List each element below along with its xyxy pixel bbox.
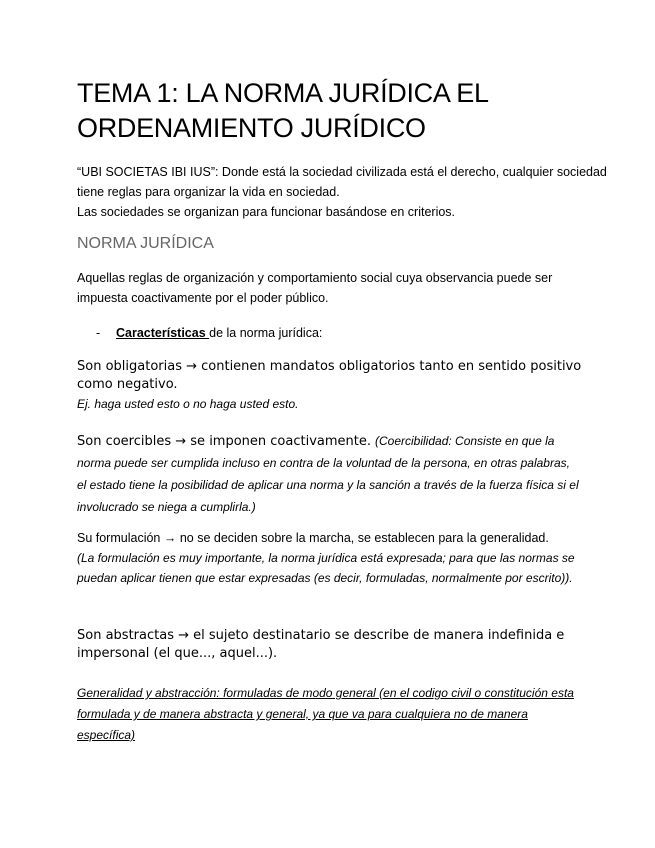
item-generalidad: Generalidad y abstracción: formuladas de modo general (en el codigo civil o constitución esta formulada y de manera abstracta y general, ya que va para cualquiera no de manera específica) xyxy=(77,686,574,742)
coercibles-main: Son coercibles → se imponen coactivamente. xyxy=(77,434,371,449)
intro-line-1: “UBI SOCIETAS IBI IUS”: Donde está la sociedad civilizada está el derecho, cualquier sociedad tiene reglas para organizar la vida en sociedad. xyxy=(77,165,607,199)
intro-paragraph xyxy=(77,162,617,222)
characteristics-bullet xyxy=(96,323,322,343)
bullet-strong-label: Características xyxy=(116,326,210,340)
document-title: TEMA 1: LA NORMA JURÍDICA EL ORDENAMIENTO JURÍDICO xyxy=(77,78,488,143)
formulacion-main-b: se deciden sobre la marcha, se establecen para la generalidad. xyxy=(193,531,549,545)
obligatorias-main: Son obligatorias → contienen mandatos obligatorios tanto en sentido positivo como negativo. xyxy=(77,359,582,392)
formulacion-main xyxy=(77,528,582,548)
bullet-rest: de la norma jurídica: xyxy=(209,326,323,340)
item-obligatorias xyxy=(77,358,582,414)
item-coercibles xyxy=(77,430,582,518)
definition-paragraph: Aquellas reglas de organización y comportamiento social cuya observancia puede ser impuesta coactivamente por el poder público. xyxy=(77,271,553,305)
formulacion-note: (La formulación es muy importante, la norma jurídica está expresada; para que las normas se puedan aplicar tienen que estar expresadas (es decir, formuladas, normalmente por escrito)). xyxy=(77,551,575,585)
coercibles-note: (Coercibilidad: Consiste en que la norma puede ser cumplida incluso en contra de la voluntad de la persona, en otras palabras, el estado tiene la posibilidad de aplicar una norma y la sanción a través de la fuerza física si el involucrado se niega a cumplirla.) xyxy=(77,434,579,514)
item-abstractas: Son abstractas → el sujeto destinatario se describe de manera indefinida e impersonal (el que..., aquel...). xyxy=(77,628,565,661)
formulacion-main-a: Su formulación → no xyxy=(77,531,194,545)
obligatorias-example: Ej. haga usted esto o no haga usted esto. xyxy=(77,397,299,411)
section-heading: NORMA JURÍDICA xyxy=(77,235,214,252)
item-formulacion xyxy=(77,528,582,588)
intro-line-2: Las sociedades se organizan para funcionar basándose en criterios. xyxy=(77,205,456,219)
bullet-dash: - xyxy=(96,326,101,340)
